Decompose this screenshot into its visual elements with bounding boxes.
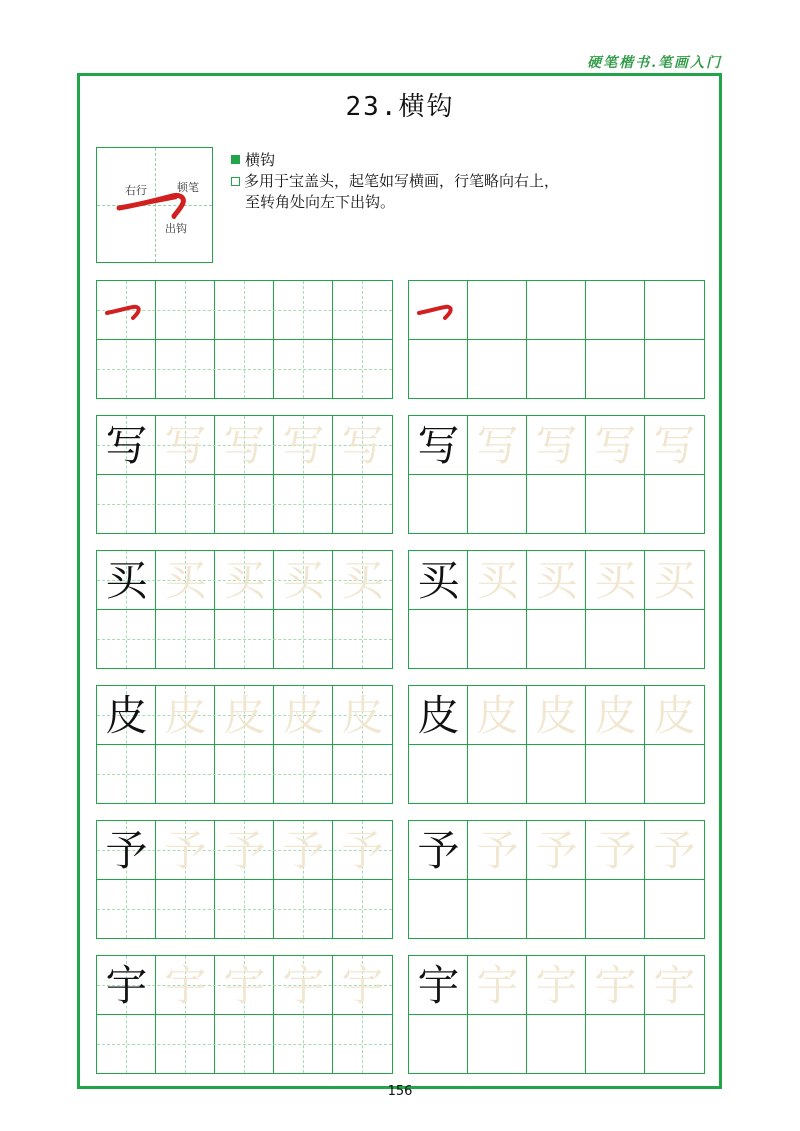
practice-cell[interactable] bbox=[468, 745, 527, 804]
practice-grid bbox=[96, 550, 393, 669]
practice-cell[interactable] bbox=[274, 821, 333, 880]
trace-character: 买 bbox=[653, 556, 696, 605]
practice-cell[interactable] bbox=[156, 821, 215, 880]
model-character: 皮 bbox=[417, 691, 460, 740]
practice-cell[interactable] bbox=[409, 340, 468, 399]
practice-cell[interactable] bbox=[586, 610, 645, 669]
practice-cell[interactable] bbox=[333, 416, 392, 475]
model-character: 予 bbox=[105, 826, 148, 875]
practice-cell[interactable] bbox=[468, 340, 527, 399]
trace-character: 皮 bbox=[223, 691, 266, 740]
description-line-1-row bbox=[231, 171, 559, 192]
practice-grid bbox=[96, 415, 393, 534]
practice-cell[interactable] bbox=[409, 956, 468, 1015]
description-line-1: 多用于宝盖头，起笔如写横画，行笔略向右上， bbox=[244, 172, 560, 190]
trace-character: 予 bbox=[341, 826, 384, 875]
description-heading-row bbox=[231, 150, 559, 171]
practice-cell[interactable] bbox=[645, 745, 704, 804]
model-character: 予 bbox=[417, 826, 460, 875]
model-character: 写 bbox=[105, 421, 148, 470]
trace-character: 买 bbox=[341, 556, 384, 605]
practice-cell[interactable] bbox=[409, 1015, 468, 1074]
practice-cell[interactable] bbox=[215, 745, 274, 804]
trace-character: 写 bbox=[164, 421, 207, 470]
practice-cell[interactable] bbox=[645, 475, 704, 534]
practice-cell[interactable] bbox=[156, 416, 215, 475]
practice-cell[interactable] bbox=[586, 821, 645, 880]
practice-cell[interactable] bbox=[333, 610, 392, 669]
trace-character: 写 bbox=[594, 421, 637, 470]
practice-cell[interactable] bbox=[97, 745, 156, 804]
practice-cell[interactable] bbox=[586, 281, 645, 340]
practice-cell[interactable] bbox=[645, 821, 704, 880]
practice-cell[interactable] bbox=[274, 1015, 333, 1074]
model-character: 买 bbox=[417, 556, 460, 605]
demo-label-hook: 出钩 bbox=[165, 222, 187, 235]
trace-character: 宇 bbox=[535, 961, 578, 1010]
demo-label-pause: 顿笔 bbox=[177, 181, 199, 194]
lesson-title: 23.横钩 bbox=[345, 92, 455, 122]
trace-character: 宇 bbox=[282, 961, 325, 1010]
practice-cell[interactable] bbox=[215, 686, 274, 745]
practice-grid bbox=[96, 685, 393, 804]
practice-cell[interactable] bbox=[645, 956, 704, 1015]
practice-grid bbox=[408, 280, 705, 399]
practice-cell[interactable] bbox=[586, 416, 645, 475]
practice-cell[interactable] bbox=[409, 821, 468, 880]
trace-character: 皮 bbox=[341, 691, 384, 740]
practice-cell[interactable] bbox=[586, 745, 645, 804]
practice-cell[interactable] bbox=[274, 416, 333, 475]
practice-cell[interactable] bbox=[97, 686, 156, 745]
practice-cell[interactable] bbox=[215, 610, 274, 669]
practice-cell[interactable] bbox=[409, 610, 468, 669]
trace-character: 予 bbox=[282, 826, 325, 875]
practice-cell[interactable] bbox=[586, 956, 645, 1015]
practice-grid bbox=[96, 955, 393, 1074]
practice-cell[interactable] bbox=[527, 745, 586, 804]
practice-cell[interactable] bbox=[645, 880, 704, 939]
practice-cell[interactable] bbox=[645, 416, 704, 475]
practice-cell[interactable] bbox=[333, 475, 392, 534]
practice-grid bbox=[408, 685, 705, 804]
practice-cell[interactable] bbox=[468, 821, 527, 880]
trace-character: 宇 bbox=[653, 961, 696, 1010]
practice-cell[interactable] bbox=[274, 610, 333, 669]
practice-cell[interactable] bbox=[97, 281, 156, 340]
practice-cell[interactable] bbox=[156, 475, 215, 534]
trace-character: 写 bbox=[476, 421, 519, 470]
practice-cell[interactable] bbox=[215, 551, 274, 610]
stroke-demo-box bbox=[96, 147, 213, 263]
practice-cell[interactable] bbox=[97, 610, 156, 669]
practice-cell[interactable] bbox=[527, 340, 586, 399]
practice-cell[interactable] bbox=[333, 340, 392, 399]
practice-cell[interactable] bbox=[527, 686, 586, 745]
practice-cell[interactable] bbox=[645, 340, 704, 399]
trace-character: 予 bbox=[535, 826, 578, 875]
model-character: 写 bbox=[417, 421, 460, 470]
practice-grid bbox=[96, 820, 393, 939]
practice-cell[interactable] bbox=[215, 1015, 274, 1074]
trace-character: 宇 bbox=[476, 961, 519, 1010]
practice-cell[interactable] bbox=[527, 880, 586, 939]
heng-gou-stroke-demo bbox=[97, 148, 214, 264]
trace-character: 皮 bbox=[164, 691, 207, 740]
trace-character: 宇 bbox=[164, 961, 207, 1010]
practice-cell[interactable] bbox=[527, 551, 586, 610]
practice-cell[interactable] bbox=[527, 956, 586, 1015]
trace-character: 宇 bbox=[341, 961, 384, 1010]
practice-cell[interactable] bbox=[527, 475, 586, 534]
trace-character: 宇 bbox=[223, 961, 266, 1010]
practice-cell[interactable] bbox=[333, 956, 392, 1015]
practice-cell[interactable] bbox=[97, 821, 156, 880]
model-character: 宇 bbox=[105, 961, 148, 1010]
practice-cell[interactable] bbox=[527, 281, 586, 340]
practice-cell[interactable] bbox=[274, 745, 333, 804]
practice-cell[interactable] bbox=[645, 1015, 704, 1074]
practice-cell[interactable] bbox=[586, 686, 645, 745]
practice-cell[interactable] bbox=[97, 416, 156, 475]
practice-cell[interactable] bbox=[586, 340, 645, 399]
practice-cell[interactable] bbox=[333, 281, 392, 340]
practice-cell[interactable] bbox=[527, 1015, 586, 1074]
practice-cell[interactable] bbox=[274, 956, 333, 1015]
description-line-2: 至转角处向左下出钩。 bbox=[245, 193, 396, 211]
practice-cell[interactable] bbox=[409, 475, 468, 534]
practice-cell[interactable] bbox=[468, 610, 527, 669]
practice-cell[interactable] bbox=[156, 610, 215, 669]
trace-character: 买 bbox=[223, 556, 266, 605]
practice-cell[interactable] bbox=[333, 880, 392, 939]
trace-character: 写 bbox=[341, 421, 384, 470]
practice-cell[interactable] bbox=[468, 475, 527, 534]
trace-character: 皮 bbox=[653, 691, 696, 740]
practice-cell[interactable] bbox=[586, 551, 645, 610]
practice-cell[interactable] bbox=[645, 281, 704, 340]
practice-cell[interactable] bbox=[645, 610, 704, 669]
trace-character: 写 bbox=[535, 421, 578, 470]
trace-character: 宇 bbox=[594, 961, 637, 1010]
practice-cell[interactable] bbox=[527, 416, 586, 475]
practice-cell[interactable] bbox=[156, 686, 215, 745]
practice-cell[interactable] bbox=[586, 1015, 645, 1074]
page-number: 156 bbox=[387, 1084, 413, 1099]
practice-cell[interactable] bbox=[156, 1015, 215, 1074]
practice-cell[interactable] bbox=[527, 610, 586, 669]
trace-character: 皮 bbox=[476, 691, 519, 740]
practice-cell[interactable] bbox=[468, 551, 527, 610]
practice-cell[interactable] bbox=[156, 551, 215, 610]
practice-cell[interactable] bbox=[274, 551, 333, 610]
practice-grid bbox=[408, 820, 705, 939]
description-heading: 横钩 bbox=[245, 151, 276, 169]
practice-cell[interactable] bbox=[97, 475, 156, 534]
practice-cell[interactable] bbox=[215, 821, 274, 880]
practice-cell[interactable] bbox=[645, 686, 704, 745]
practice-cell[interactable] bbox=[333, 551, 392, 610]
trace-character: 写 bbox=[653, 421, 696, 470]
practice-cell[interactable] bbox=[97, 880, 156, 939]
trace-character: 予 bbox=[653, 826, 696, 875]
practice-cell[interactable] bbox=[409, 686, 468, 745]
trace-character: 予 bbox=[164, 826, 207, 875]
practice-cell[interactable] bbox=[215, 416, 274, 475]
practice-cell[interactable] bbox=[215, 475, 274, 534]
practice-cell[interactable] bbox=[409, 745, 468, 804]
trace-character: 予 bbox=[476, 826, 519, 875]
trace-character: 买 bbox=[594, 556, 637, 605]
practice-cell[interactable] bbox=[215, 340, 274, 399]
practice-cell[interactable] bbox=[156, 340, 215, 399]
trace-character: 写 bbox=[282, 421, 325, 470]
practice-cell[interactable] bbox=[409, 880, 468, 939]
model-character: 皮 bbox=[105, 691, 148, 740]
demo-label-right-move: 右行 bbox=[125, 184, 147, 197]
practice-grid bbox=[408, 550, 705, 669]
practice-cell[interactable] bbox=[409, 281, 468, 340]
practice-cell[interactable] bbox=[215, 956, 274, 1015]
trace-character: 买 bbox=[282, 556, 325, 605]
practice-cell[interactable] bbox=[468, 1015, 527, 1074]
practice-cell[interactable] bbox=[468, 956, 527, 1015]
practice-cell[interactable] bbox=[333, 686, 392, 745]
trace-character: 皮 bbox=[535, 691, 578, 740]
heng-gou-stroke-sample bbox=[97, 281, 156, 340]
practice-cell[interactable] bbox=[156, 880, 215, 939]
practice-grid bbox=[408, 415, 705, 534]
practice-cell[interactable] bbox=[333, 745, 392, 804]
practice-cell[interactable] bbox=[274, 686, 333, 745]
practice-cell[interactable] bbox=[215, 281, 274, 340]
model-character: 买 bbox=[105, 556, 148, 605]
practice-cell[interactable] bbox=[468, 686, 527, 745]
practice-cell[interactable] bbox=[156, 745, 215, 804]
trace-character: 皮 bbox=[594, 691, 637, 740]
practice-cell[interactable] bbox=[215, 880, 274, 939]
practice-cell[interactable] bbox=[409, 551, 468, 610]
practice-cell[interactable] bbox=[333, 1015, 392, 1074]
practice-cell[interactable] bbox=[97, 551, 156, 610]
trace-character: 予 bbox=[594, 826, 637, 875]
practice-cell[interactable] bbox=[468, 281, 527, 340]
trace-character: 予 bbox=[223, 826, 266, 875]
practice-cell[interactable] bbox=[274, 340, 333, 399]
practice-cell[interactable] bbox=[333, 821, 392, 880]
trace-character: 买 bbox=[535, 556, 578, 605]
stroke-description bbox=[231, 150, 559, 213]
checkbox-icon bbox=[231, 177, 240, 186]
practice-grid bbox=[408, 955, 705, 1074]
practice-cell[interactable] bbox=[409, 416, 468, 475]
practice-grid bbox=[96, 280, 393, 399]
practice-cell[interactable] bbox=[156, 956, 215, 1015]
practice-cell[interactable] bbox=[97, 956, 156, 1015]
practice-cell[interactable] bbox=[527, 821, 586, 880]
practice-cell[interactable] bbox=[274, 281, 333, 340]
practice-cell[interactable] bbox=[468, 416, 527, 475]
trace-character: 皮 bbox=[282, 691, 325, 740]
book-header-title: 硬笔楷书.笔画入门 bbox=[587, 55, 722, 71]
practice-cell[interactable] bbox=[156, 281, 215, 340]
model-character: 宇 bbox=[417, 961, 460, 1010]
heng-gou-stroke-sample bbox=[409, 281, 468, 340]
practice-cell[interactable] bbox=[274, 880, 333, 939]
trace-character: 写 bbox=[223, 421, 266, 470]
trace-character: 买 bbox=[164, 556, 207, 605]
trace-character: 买 bbox=[476, 556, 519, 605]
practice-cell[interactable] bbox=[274, 475, 333, 534]
practice-cell[interactable] bbox=[586, 475, 645, 534]
practice-cell[interactable] bbox=[586, 880, 645, 939]
practice-cell[interactable] bbox=[468, 880, 527, 939]
practice-cell[interactable] bbox=[645, 551, 704, 610]
bullet-icon bbox=[231, 155, 240, 164]
practice-cell[interactable] bbox=[97, 340, 156, 399]
practice-cell[interactable] bbox=[97, 1015, 156, 1074]
